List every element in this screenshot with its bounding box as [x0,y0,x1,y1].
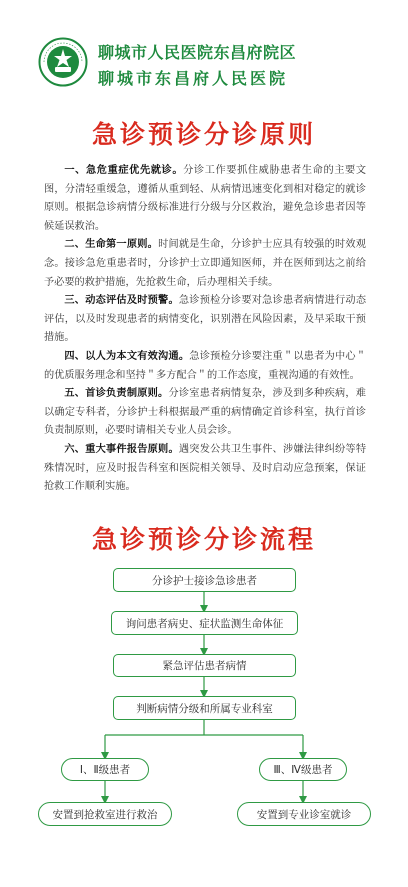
branch-action-clinic: 安置到专业诊室就诊 [237,802,371,826]
principle-heading: 四、以人为本文有效沟通。 [64,350,190,362]
principle-item [44,348,366,385]
principle-item [44,162,366,236]
principle-text: 分诊工作要抓住威胁患者生命的主要文图，分清轻重缓急，遵循从重到轻、从病情迅速变化到相对稳定的就诊原则。根据急诊病情分级标准进行分级与分区救治，避免急诊患者因等候延误救治。 [44,165,367,232]
principle-text: 急诊预检分诊要对急诊患者病情进行动态评估，以及时发现患者的病情变化，识别潜在风险因素，及早采取干预措施。 [44,295,367,344]
flow-step-3: 紧急评估患者病情 [113,654,296,677]
flow-step-2: 询问患者病史、症状监测生命体征 [111,611,298,635]
principle-heading: 一、急危重症优先就诊。 [64,165,184,176]
hospital-name-line-1: 聊城市人民医院东昌府院区 [98,43,297,62]
flow-title: 急诊预诊分诊流程 [91,525,316,554]
hospital-name-line-2: 聊城市东昌府人民医院 [98,69,289,88]
principle-heading: 二、生命第一原则。 [64,239,159,251]
principle-text: 急诊预检分诊要注重＂以患者为中心＂的优质服务理念和坚持＂多方配合＂的工作态度，重视沟通的有效性。 [44,350,367,381]
branch-level-3-4: Ⅲ、Ⅳ级患者 [259,758,347,781]
principles-list [44,162,366,497]
principle-heading: 五、首诊负责制原则。 [64,388,169,400]
flow-step-1: 分诊护士接诊急诊患者 [113,568,296,592]
principle-item [44,236,366,292]
principle-heading: 六、重大事件报告原则。 [64,443,179,455]
principle-item [44,385,366,441]
hospital-header [38,36,378,96]
principle-heading: 三、动态评估及时预警。 [64,295,179,307]
branch-action-rescue: 安置到抢救室进行救治 [38,802,172,826]
flow-step-4: 判断病情分级和所属专业科室 [113,696,296,720]
principle-text: 遇突发公共卫生事件、涉嫌法律纠纷等特殊情况时，应及时报告科室和医院相关领导、及时启动应急预案，保证抢救工作顺利实施。 [44,443,367,493]
branch-level-1-2: Ⅰ、Ⅱ级患者 [61,758,149,781]
principle-item [44,441,366,497]
hospital-logo-icon [38,37,88,87]
principles-title: 急诊预诊分诊原则 [91,120,316,149]
triage-flowchart [0,560,408,860]
principle-item [44,292,366,348]
principle-text: 时间就是生命，分诊护士应具有较强的时效观念。接诊急危重患者时，分诊护士立即通知医师，并在医师到达之前给予必要的救护措施，先抢救生命，后办理相关手续。 [44,239,366,288]
principle-text: 分诊室患者病情复杂，涉及到多种疾病，难以确定专科者，分诊护士科根据最严重的病情确定首诊科室，执行首诊负责制原则，必要时请相关专业人员会诊。 [44,388,366,437]
